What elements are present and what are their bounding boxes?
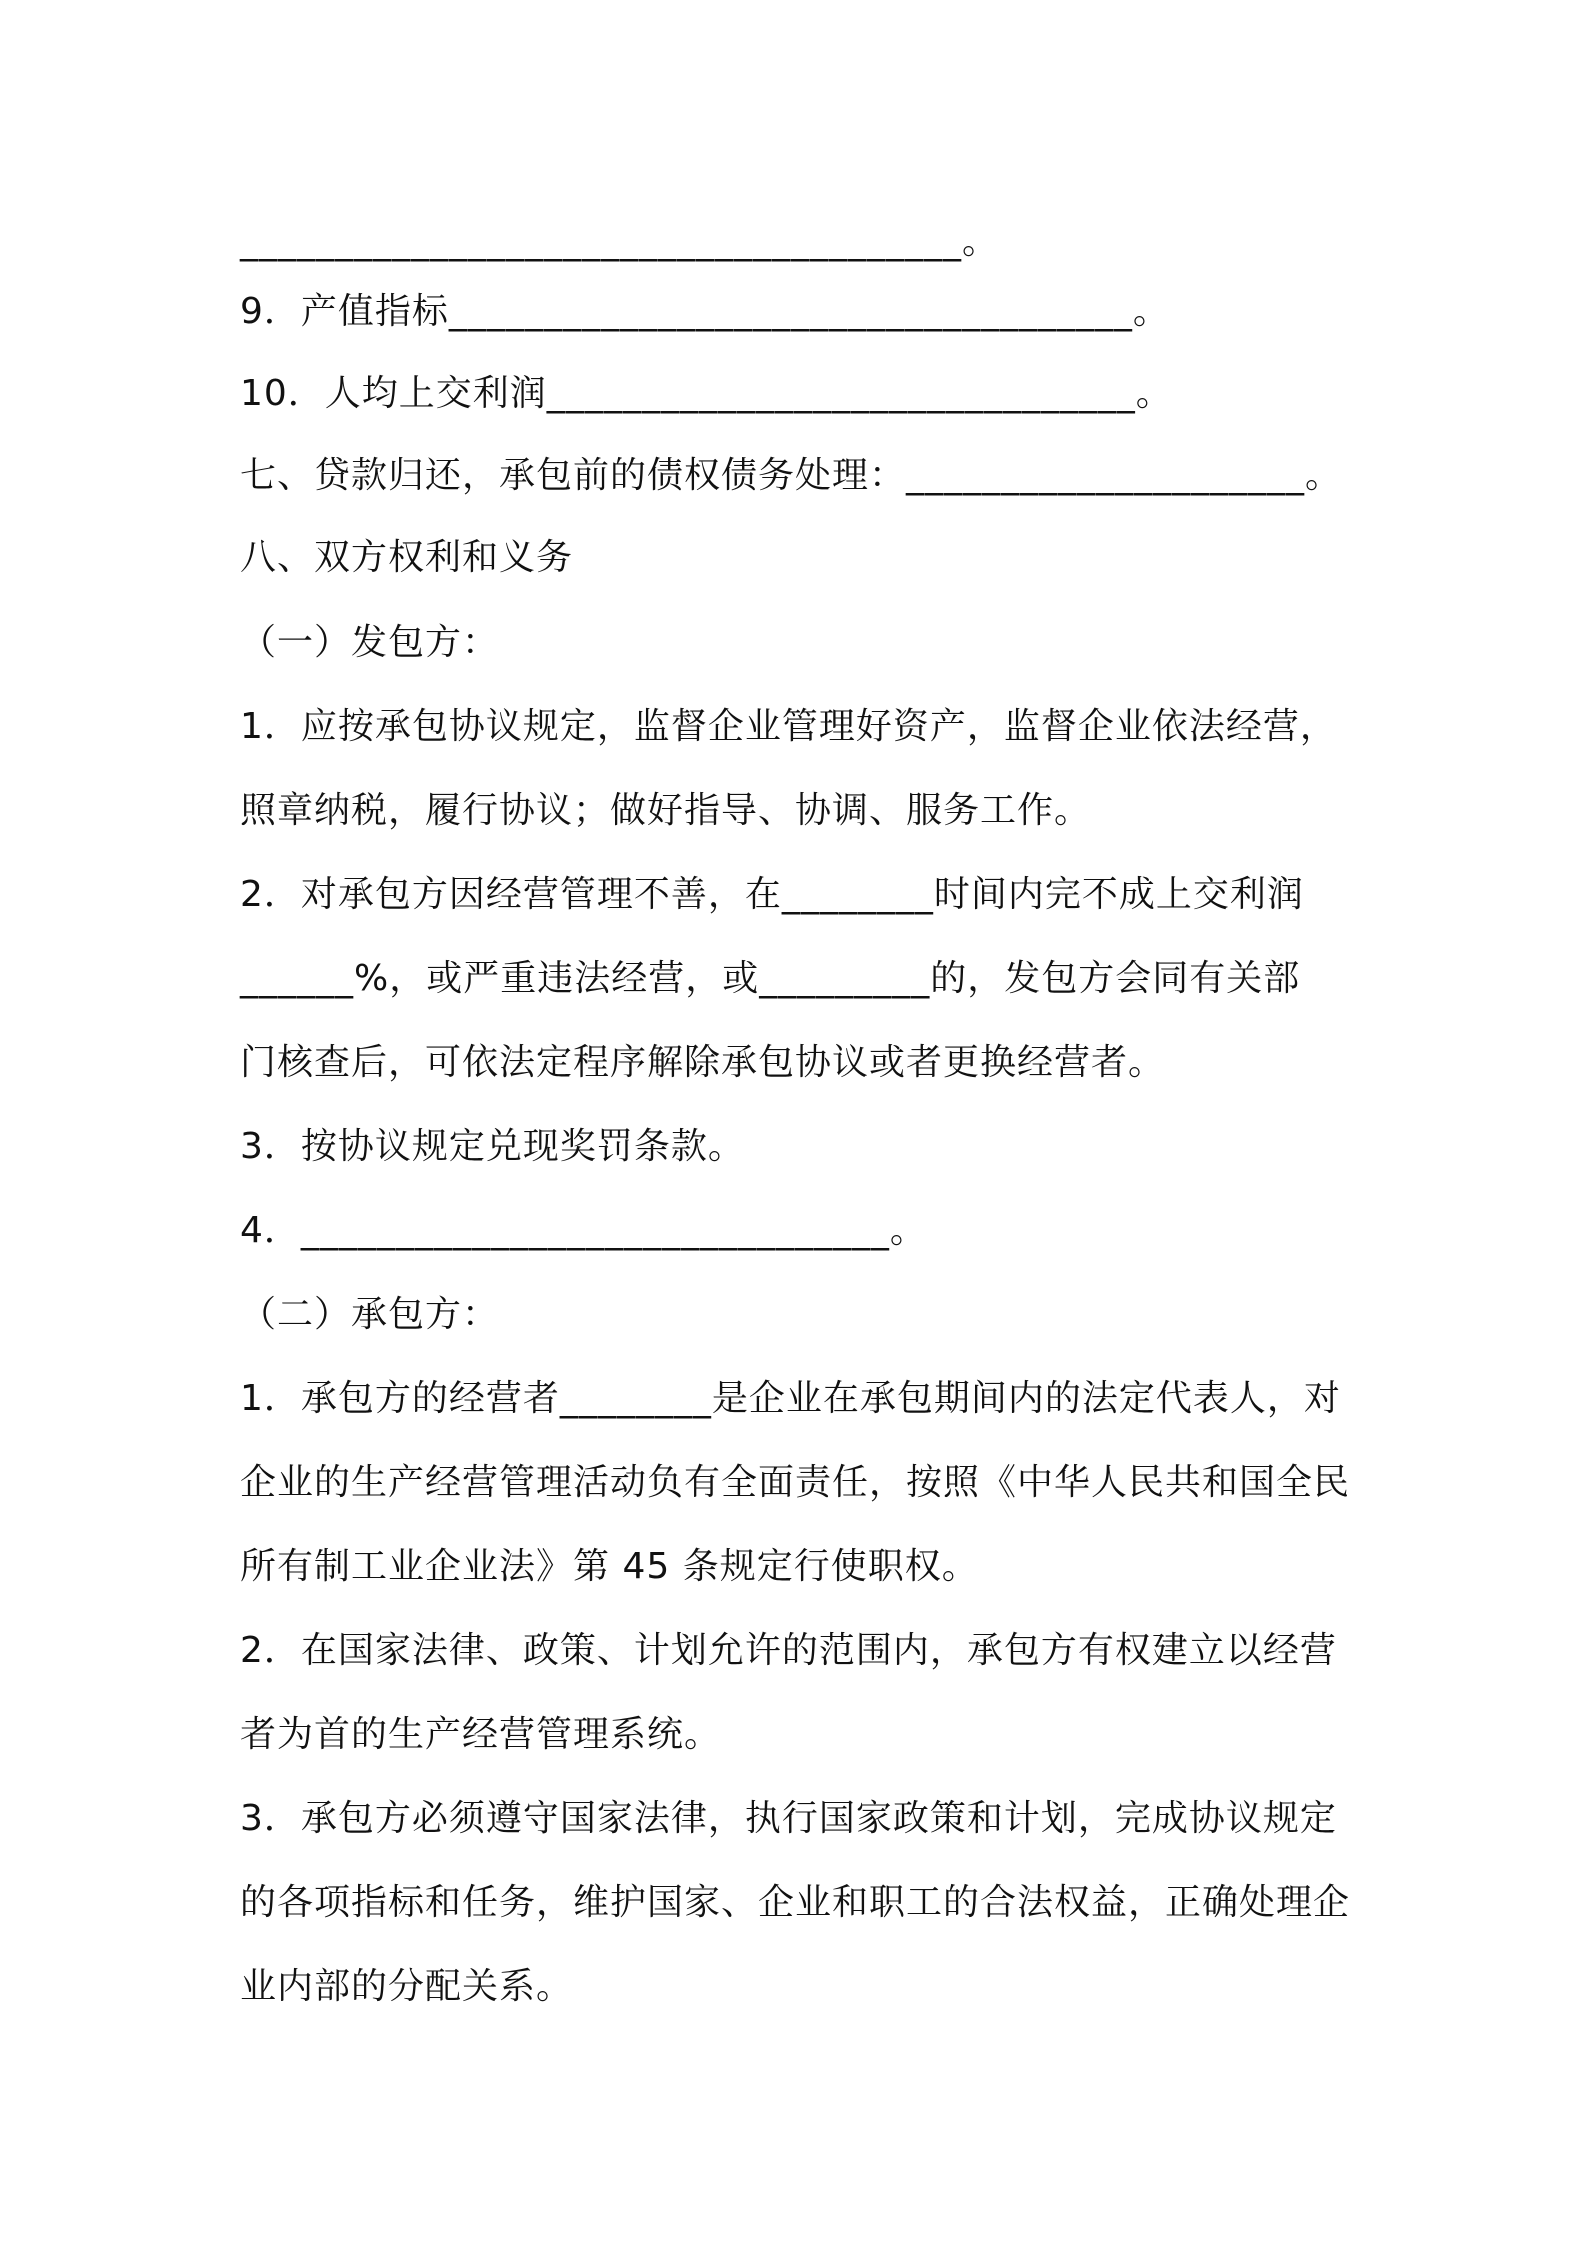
contractor-clause-1-line-1: 1．承包方的经营者________是企业在承包期间内的法定代表人，对 [240, 1378, 1341, 1419]
issuer-clause-1-line-2: 照章纳税，履行协议；做好指导、协调、服务工作。 [240, 790, 1092, 831]
contractor-clause-3-line-3: 业内部的分配关系。 [240, 1966, 574, 2007]
issuer-clause-2-line-2: ______%，或严重违法经营，或_________的，发包方会同有关部 [240, 958, 1301, 999]
contractor-clause-3-line-1: 3．承包方必须遵守国家法律，执行国家政策和计划，完成协议规定 [240, 1798, 1337, 1839]
issuer-clause-2-line-1: 2．对承包方因经营管理不善，在________时间内完不成上交利润 [240, 874, 1304, 915]
issuer-clause-4: 4．_______________________________。 [240, 1210, 927, 1251]
contractor-clause-3-line-2: 的各项指标和任务，维护国家、企业和职工的合法权益，正确处理企 [240, 1882, 1351, 1923]
issuer-clause-1-line-1: 1．应按承包协议规定，监督企业管理好资产，监督企业依法经营， [240, 706, 1337, 747]
subsection-contractor: （二）承包方： [240, 1294, 500, 1335]
contractor-clause-1-line-3: 所有制工业企业法》第 45 条规定行使职权。 [240, 1546, 979, 1587]
section-8-heading: 八、双方权利和义务 [240, 537, 574, 578]
issuer-clause-2-line-3: 门核查后，可依法定程序解除承包协议或者更换经营者。 [240, 1042, 1166, 1083]
section-7-loan-repayment: 七、贷款归还，承包前的债权债务处理：_____________________。 [240, 455, 1343, 496]
contractor-clause-1-line-2: 企业的生产经营管理活动负有全面责任，按照《中华人民共和国全民 [240, 1462, 1351, 1503]
issuer-clause-3: 3．按协议规定兑现奖罚条款。 [240, 1126, 745, 1167]
contractor-clause-2-line-2: 者为首的生产经营管理系统。 [240, 1714, 722, 1755]
contractor-clause-2-line-1: 2．在国家法律、政策、计划允许的范围内，承包方有权建立以经营 [240, 1630, 1337, 1671]
item-10-profit-per-capita: 10．人均上交利润_______________________________。 [240, 373, 1173, 414]
blank-line-continuation: ______________________________________。 [240, 221, 999, 262]
item-9-output-value: 9．产值指标____________________________________。 [240, 291, 1170, 332]
subsection-contractor-issuer: （一）发包方： [240, 622, 500, 663]
